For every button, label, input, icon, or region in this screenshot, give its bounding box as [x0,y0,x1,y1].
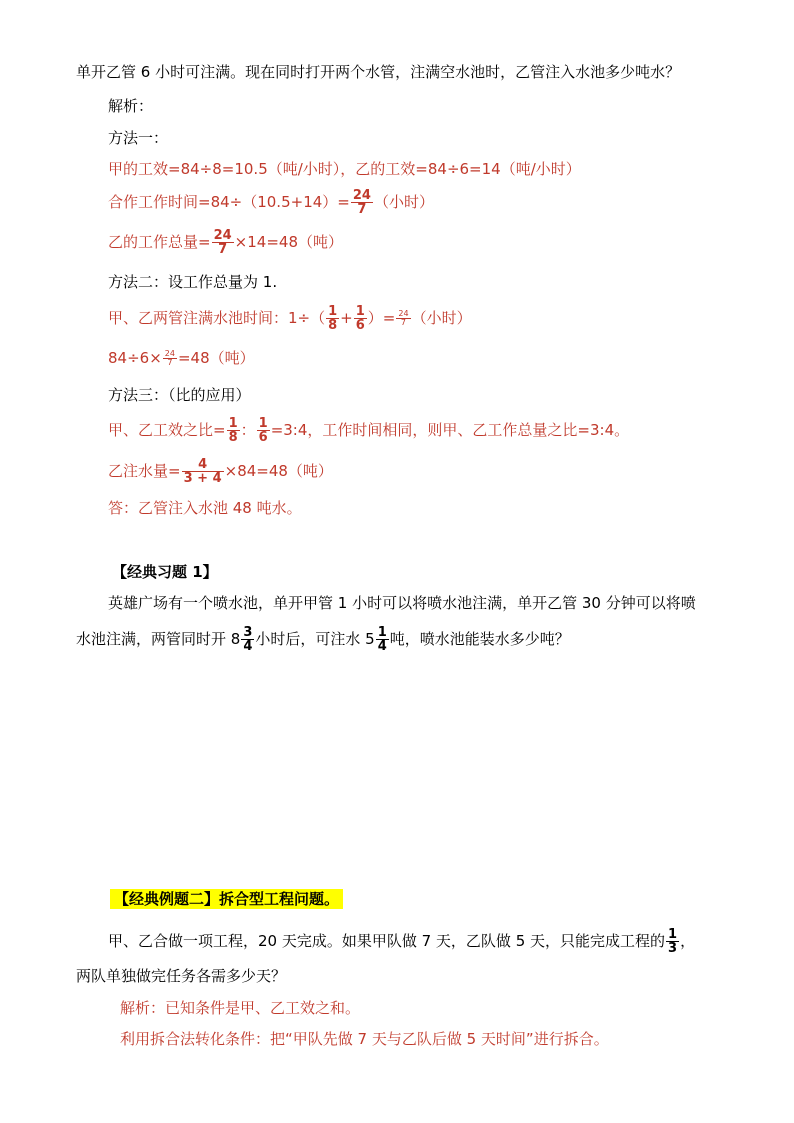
fraction-numerator: 1 [355,304,365,319]
example2-line1 [108,925,695,957]
method1-line2-text: 合作工作时间=84÷（10.5+14）= [108,193,350,211]
method2-title: 方法二：设工作总量为 1. [108,273,278,291]
fraction [326,305,339,332]
fraction-numerator: 3 [243,625,253,640]
fraction-numerator: 24 [398,309,409,318]
fraction [182,458,224,485]
fraction-denominator: 7 [218,242,228,257]
fraction-denominator: 7 [400,318,407,327]
fraction-numerator: 1 [668,927,678,942]
example2-heading [110,889,343,909]
method3-line2-text: 乙注水量= [108,462,181,480]
fraction [354,305,367,332]
method3-line1-text: 甲、乙工效之比= [108,421,226,439]
method2-line1-equals: ）= [367,309,396,327]
method2-line2-text: 84÷6× [108,349,162,367]
fraction [396,310,410,327]
exercise1-line1: 英雄广场有一个喷水池，单开甲管 1 小时可以将喷水池注满，单开乙管 30 分钟可以将喷 [108,594,696,612]
fraction [241,626,254,653]
exercise1-heading: 【经典习题 1】 [112,563,218,581]
fraction-numerator: 4 [182,458,224,472]
fraction-numerator: 1 [377,625,387,640]
plus-sign: + [340,309,353,327]
method2-line2-result: =48（吨） [177,349,255,367]
example2-method: 利用拆合法转化条件：把“甲队先做 7 天与乙队后做 5 天时间”进行拆合。 [120,1030,609,1048]
example2-analysis: 解析：已知条件是甲、乙工效之和。 [120,999,361,1017]
analysis-label: 解析： [108,97,154,115]
example2-line1-text: 甲、乙合做一项工程，20 天完成。如果甲队做 7 天，乙队做 5 天，只能完成工程的 [108,932,666,950]
fraction-numerator: 24 [213,228,232,243]
fraction-denominator: 6 [355,318,365,333]
fraction-denominator: 8 [228,430,238,445]
exercise1-line2 [76,623,570,655]
method3-line2 [108,455,333,487]
fraction [351,189,373,216]
method1-line2 [108,187,434,217]
method2-line1-text: 甲、乙两管注满水池时间：1÷（ [108,309,326,327]
fraction [212,229,234,256]
fraction-numerator: 24 [164,349,175,358]
method1-line3-text: 乙的工作总量= [108,233,211,251]
method3-line1-rest: =3:4，工作时间相同，则甲、乙工作总量之比=3:4。 [270,421,630,439]
example2-line2: 两队单独做完任务各需多少天？ [76,967,287,985]
example2-line1-comma: ， [680,932,696,950]
fraction-denominator: 4 [377,639,387,654]
method2-line1 [108,302,472,334]
example2-heading-text: 【经典例题二】拆合型工程问题。 [110,889,343,909]
intro-line: 单开乙管 6 小时可注满。现在同时打开两个水管，注满空水池时，乙管注入水池多少吨水？ [76,63,681,81]
exercise1-line2-end: 吨，喷水池能装水多少吨？ [389,630,570,648]
method1-title: 方法一： [108,129,169,147]
fraction-denominator: 7 [357,202,367,217]
fraction-numerator: 1 [258,416,268,431]
method1-line1: 甲的工效=84÷8=10.5（吨/小时），乙的工效=84÷6=14（吨/小时） [108,160,581,178]
method2-line2 [108,344,255,372]
ratio-colon: ： [240,421,256,439]
fraction [666,928,679,955]
fraction [376,626,389,653]
method3-line1 [108,414,629,446]
fraction [163,350,177,367]
method1-line3 [108,227,343,257]
method3-title: 方法三：（比的应用） [108,386,251,404]
fraction-denominator: 3 + 4 [183,471,222,486]
method1-line2-unit: （小时） [373,193,434,211]
fraction-numerator: 24 [352,188,371,203]
fraction [257,417,270,444]
fraction-denominator: 6 [258,430,268,445]
fraction-numerator: 1 [228,416,238,431]
fraction-denominator: 4 [243,639,253,654]
fraction-denominator: 8 [328,318,338,333]
fraction-numerator: 1 [328,304,338,319]
method1-line3-result: ×14=48（吨） [234,233,343,251]
method2-line1-unit: （小时） [411,309,472,327]
fraction-denominator: 3 [668,941,678,956]
fraction-denominator: 7 [167,358,173,367]
exercise1-line2-text: 水池注满，两管同时开 8 [76,630,241,648]
answer-line: 答：乙管注入水池 48 吨水。 [108,499,302,517]
method3-line2-result: ×84=48（吨） [224,462,333,480]
exercise1-line2-mid: 小时后，可注水 5 [255,630,375,648]
fraction [227,417,240,444]
